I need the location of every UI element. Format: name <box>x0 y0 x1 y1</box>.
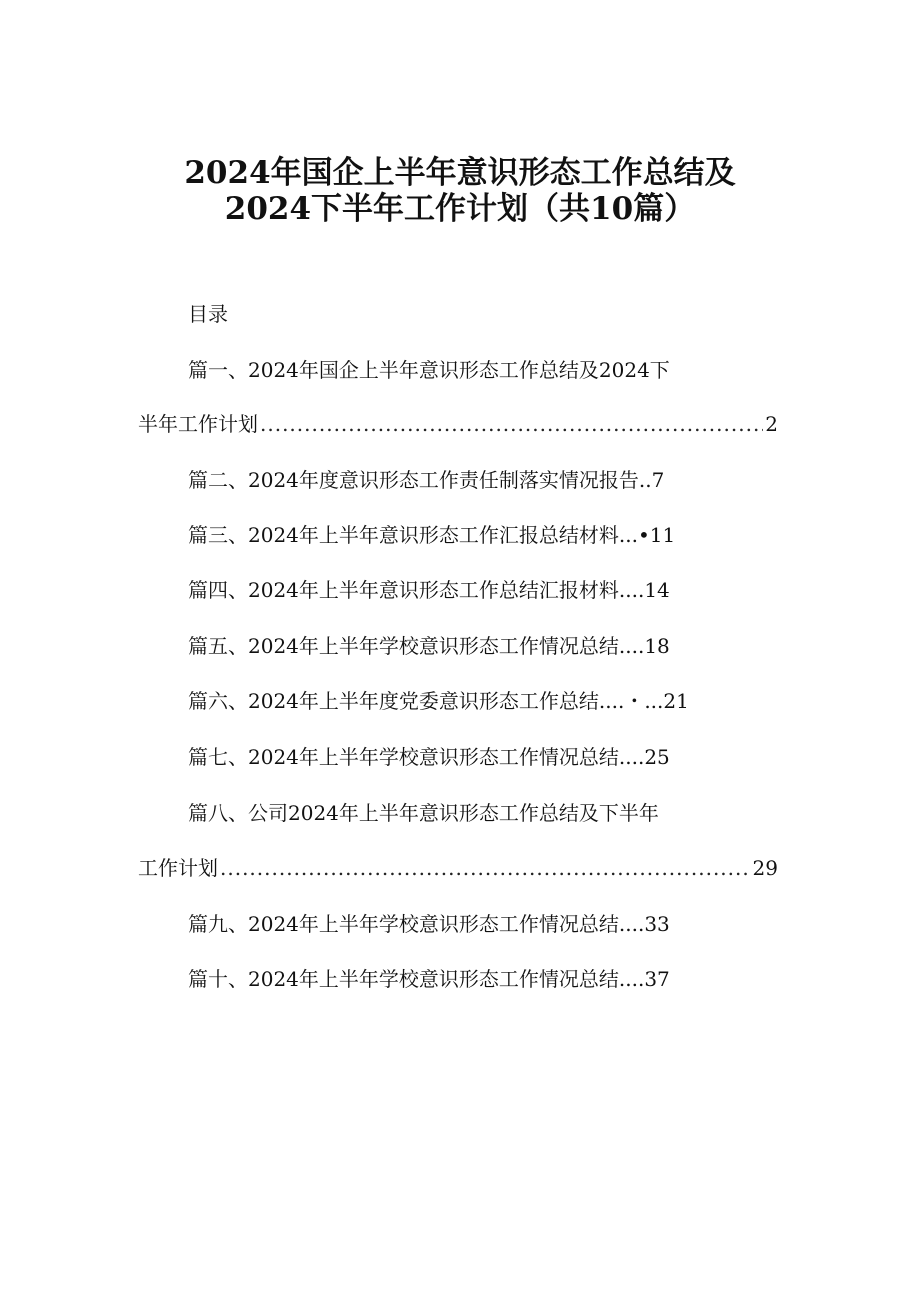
toc-entry-10[interactable]: 篇十、2024年上半年学校意识形态工作情况总结....37 <box>188 967 670 991</box>
toc-entry-1-page: 2 <box>765 412 778 436</box>
document-title-line-1: 2024年国企上半年意识形态工作总结及 <box>184 155 736 191</box>
toc-entry-7[interactable]: 篇七、2024年上半年学校意识形态工作情况总结....25 <box>188 745 670 769</box>
dot-leader <box>260 410 763 438</box>
toc-entry-1-title-cont: 半年工作计划 <box>138 412 258 436</box>
toc-entry-9[interactable]: 篇九、2024年上半年学校意识形态工作情况总结....33 <box>188 912 670 936</box>
toc-entry-8-line-1[interactable]: 篇八、公司2024年上半年意识形态工作总结及下半年 <box>188 801 659 825</box>
document-title-line-2: 2024下半年工作计划（共10篇） <box>224 191 696 227</box>
toc-entry-8-page: 29 <box>752 856 778 880</box>
toc-entry-4[interactable]: 篇四、2024年上半年意识形态工作总结汇报材料....14 <box>188 578 670 602</box>
toc-entry-6[interactable]: 篇六、2024年上半年度党委意识形态工作总结....・...21 <box>188 689 689 713</box>
toc-entry-8-title-cont: 工作计划 <box>138 856 218 880</box>
toc-entry-1-line-2[interactable] <box>138 410 778 438</box>
dot-leader <box>220 854 751 882</box>
toc-entry-5[interactable]: 篇五、2024年上半年学校意识形态工作情况总结....18 <box>188 634 670 658</box>
toc-entry-8-line-2[interactable] <box>138 854 778 882</box>
toc-heading: 目录 <box>188 302 228 326</box>
toc-entry-3[interactable]: 篇三、2024年上半年意识形态工作汇报总结材料...•11 <box>188 523 676 547</box>
toc-entry-2[interactable]: 篇二、2024年度意识形态工作责任制落实情况报告..7 <box>188 468 665 492</box>
toc-entry-1-line-1[interactable]: 篇一、2024年国企上半年意识形态工作总结及2024下 <box>188 358 670 382</box>
